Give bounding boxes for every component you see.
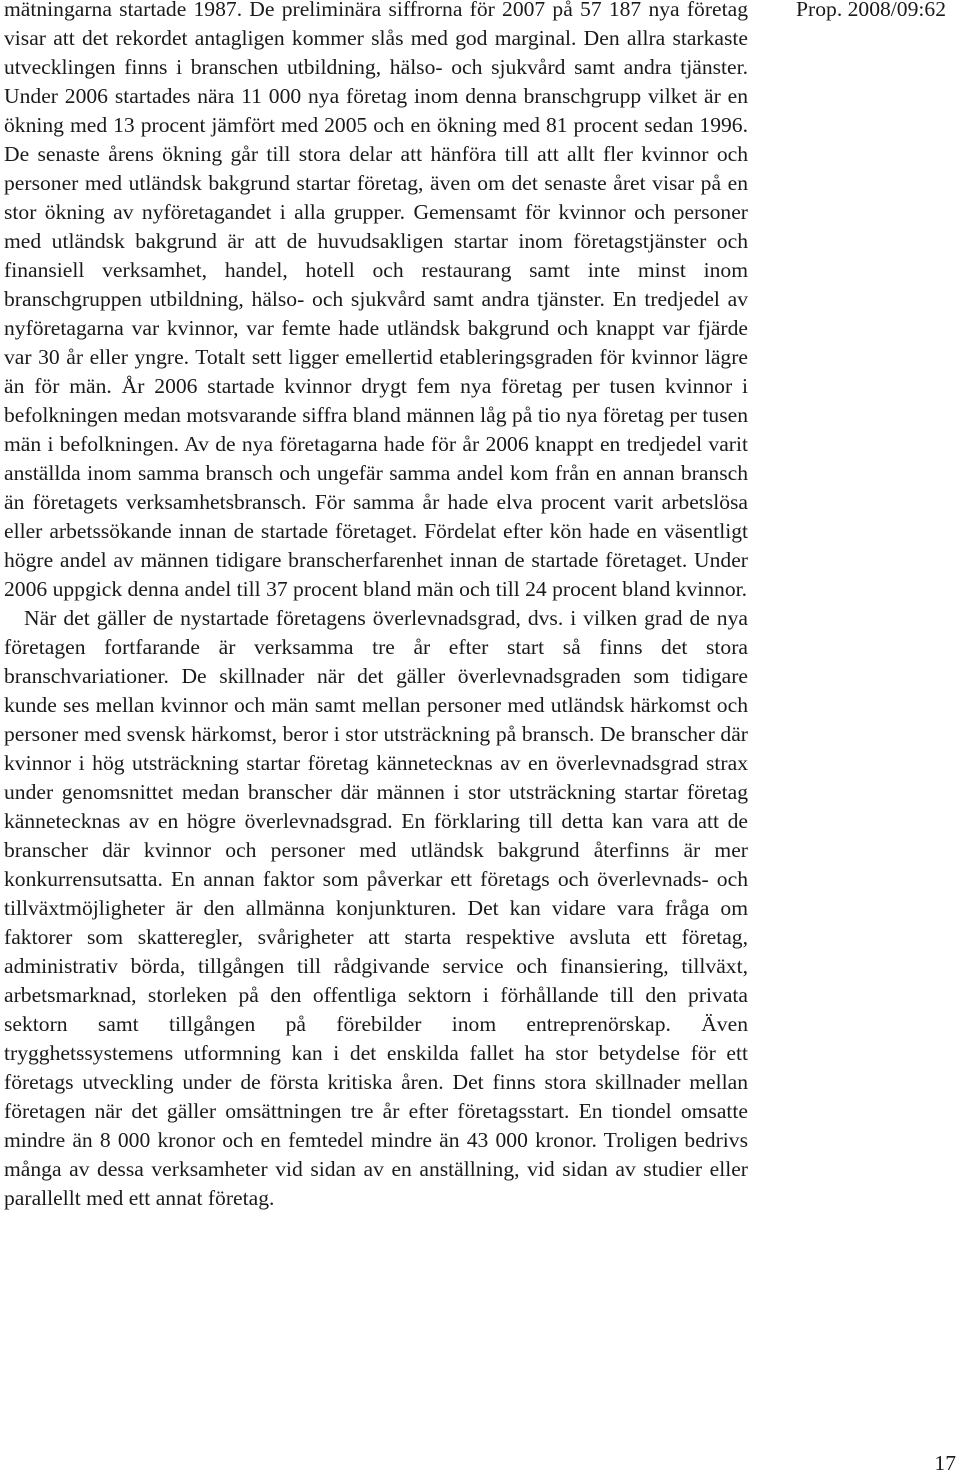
paragraph-continued: mätningarna startade 1987. De preliminära siffrorna för 2007 på 57 187 nya företag visar att det rekordet antagligen kommer slås med god marginal. Den allra starkaste utvecklingen finns i branschen utbildning, hälso- och sjukvård samt andra tjänster. Under 2006 startades nära 11 000 nya företag inom denna branschgrupp vilket är en ökning med 13 procent jämfört med 2005 och en ökning med 81 procent sedan 1996. De senaste årens ökning går till stora delar att hänföra till att allt fler kvinnor och personer med utländsk bakgrund startar företag, även om det senaste året visar på en stor ökning av nyföretagandet i alla grupper. Gemensamt för kvinnor och personer med utländsk bakgrund är att de huvudsakligen startar inom företagstjänster och finansiell verksamhet, handel, hotell och restaurang samt inte minst inom branschgruppen utbildning, hälso- och sjukvård samt andra tjänster. En tredjedel av nyföretagarna var kvinnor, var femte hade utländsk bakgrund och knappt var fjärde var 30 år eller yngre. Totalt sett ligger emellertid etableringsgraden för kvinnor lägre än för män. År 2006 startade kvinnor drygt fem nya företag per tusen kvinnor i befolkningen medan motsvarande siffra bland männen låg på tio nya företag per tusen män i befolkningen. Av de nya företagarna hade för år 2006 knappt en tredjedel varit anställda inom samma bransch och ungefär samma andel kom från en annan bransch än företagets verksamhetsbransch. För samma år hade elva procent varit arbetslösa eller arbetssökande innan de startade företaget. Fördelat efter kön hade en väsentligt högre andel av männen tidigare branscherfarenhet innan de startade företaget. Under 2006 uppgick denna andel till 37 procent bland män och till 24 procent bland kvinnor. [4, 0, 748, 601]
proposition-reference: Prop. 2008/09:62 [796, 0, 946, 21]
body-text [4, 0, 748, 1213]
page-number: 17 [934, 1451, 956, 1475]
paragraph-survival-rate: När det gäller de nystartade företagens överlevnadsgrad, dvs. i vilken grad de nya företagen fortfarande är verksamma tre år efter start så finns det stora branschvariationer. De skillnader när det gäller överlevnadsgraden som tidigare kunde ses mellan kvinnor och män samt mellan personer med utländsk härkomst och personer med svensk härkomst, beror i stor utsträckning på bransch. De branscher där kvinnor i hög utsträckning startar företag kännetecknas av en överlevnadsgrad strax under genomsnittet medan branscher där männen i stor utsträckning startar företag kännetecknas av en högre överlevnadsgrad. En förklaring till detta kan vara att de branscher där kvinnor och personer med utländsk bakgrund återfinns är mer konkurrensutsatta. En annan faktor som påverkar ett företags och överlevnads- och tillväxtmöjligheter är den allmänna konjunkturen. Det kan vidare vara fråga om faktorer som skatteregler, svårigheter att starta respektive avsluta ett företag, administrativ börda, tillgången till rådgivande service och finansiering, tillväxt, arbetsmarknad, storleken på den offentliga sektorn i förhållande till den privata sektorn samt tillgången på förebilder inom entreprenörskap. Även trygghetssystemens utformning kan i det enskilda fallet ha stor betydelse för ett företags utveckling under de första kritiska åren. Det finns stora skillnader mellan företagen när det gäller omsättningen tre år efter företagsstart. En tiondel omsatte mindre än 8 000 kronor och en femtedel mindre än 43 000 kronor. Troligen bedrivs många av dessa verksamheter vid sidan av en anställning, vid sidan av studier eller parallellt med ett annat företag. [4, 606, 748, 1210]
